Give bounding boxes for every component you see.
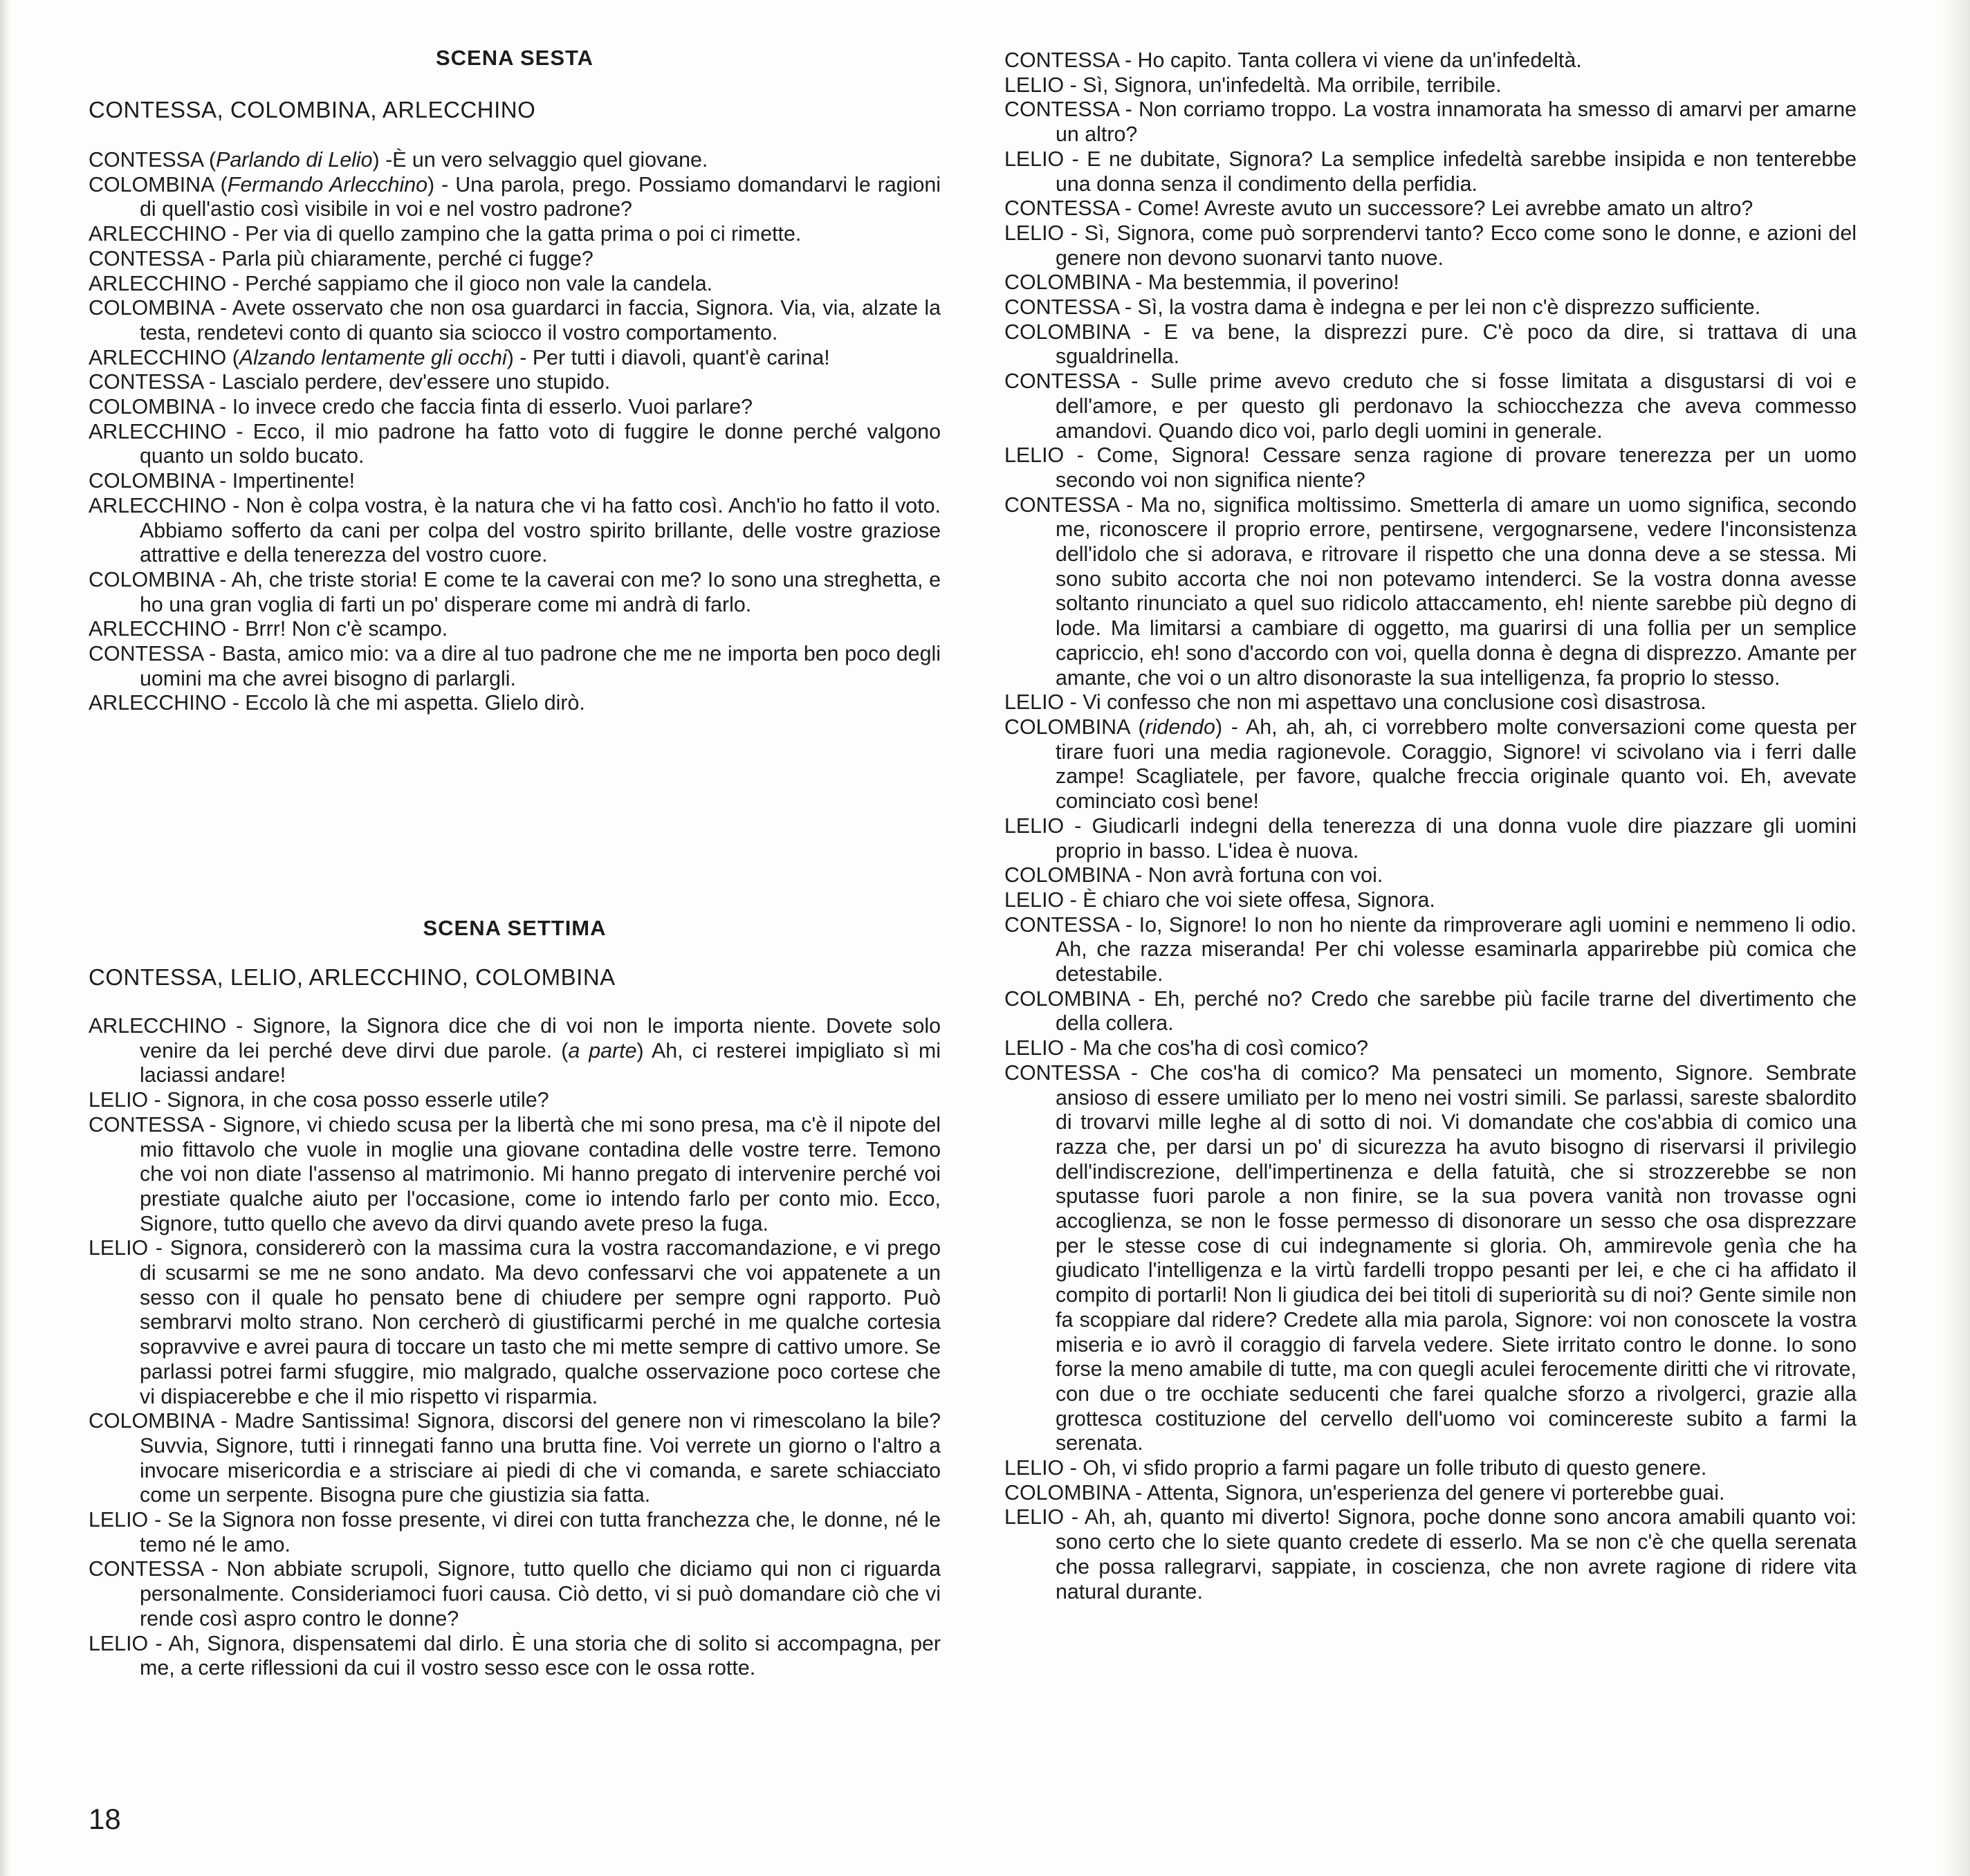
dialogue-line: [89, 1632, 941, 1681]
dialogue-line: COLOMBINA (Fermando Arlecchino) - Una parola, prego. Possiamo domandarvi le ragioni di quell'astio così visibile in voi e nel vostro padrone?: [89, 172, 941, 221]
dialogue-line: [89, 469, 941, 494]
line-text: Che cos'ha di comico? Ma pensateci un momento, Signore. Sembrate ansioso di essere umiliato per lo meno nei vostri simili. Se parlassi, sareste sbalordito di trovarvi mille leghe al di sotto di noi. Vi domandate che cos'abbia di comico una razza che, per darsi un po' di sicurezza ha avuto bisogno di riservarsi il privilegio dell'indiscrezione, dell'impertinenza e della fatuità, che si strozzerebbe se non sputasse fuori parole a non finire, se la sua povera vanità non trovasse ogni accoglienza, se non le fosse permesso di disonorare un sesso che osa disprezzare per le stesse cose di cui indegnamente si gloria. Oh, ammirevole genìa che ha giudicato l'intelligenza e la virtù fardelli troppo pesanti per lei, e che ci ha affidato il compito di portarli! Non li giudica dei bei titoli di superiorità su di noi? Gente simile non fa scoppiare dal ridere? Credete alla mia parola, Signore: voi non conoscete la vostra miseria e io avrò il coraggio di farvela vedere. Siete irritato contro le donne. Io sono forse la meno amabile di tutte, ma con quegli aculei ferocemente diritti che vi ritrovate, con due o tre occhiate seducenti che farei qualche sforzo a rivolgerci, grazie alla grottesca costituzione del cervello dell'uomo voi comincereste subito a farmi la serenata.: [1056, 1060, 1857, 1455]
speaker-separator: -: [1119, 48, 1138, 72]
dialogue-line: [89, 1409, 941, 1508]
dialogue-line: [89, 617, 941, 642]
speaker-separator: -: [1064, 1036, 1083, 1060]
line-text: Ma bestemmia, il poverino!: [1148, 270, 1399, 295]
speaker-separator: -: [226, 419, 253, 443]
speaker-separator: -: [226, 493, 246, 517]
speaker-separator: -: [203, 1112, 223, 1137]
line-text: Sì, la vostra dama è indegna e per lei non c'è disprezzo sufficiente.: [1137, 295, 1761, 320]
speaker-name: CONTESSA: [1004, 912, 1119, 937]
speaker-separator: -: [1064, 147, 1087, 171]
dialogue-line: [1004, 320, 1857, 369]
speaker-name: LELIO: [1004, 1505, 1065, 1529]
dialogue-line: [1004, 270, 1857, 295]
dialogue-line: [1004, 1481, 1857, 1506]
speaker-separator: -: [1129, 270, 1148, 295]
speaker-separator: -: [213, 1409, 235, 1433]
dialogue-line: [1004, 295, 1857, 320]
page-number: 18: [89, 1803, 121, 1835]
speaker-separator: -: [203, 246, 222, 270]
line-text: Ah, ah, ah, ci vorrebbero molte conversazioni come questa per tirare fuori una media ragionevole. Coraggio, Signore! vi scivolano via i ferri dalle zampe! Scagliatele, per favore, qualche freccia originale quanto voi. Eh, avevate cominciato così bene!: [1056, 715, 1857, 813]
line-text: Sì, Signora, come può sorprendervi tanto? Ecco come sono le donne, e azioni del genere non devono suonarvi tanto nuove.: [1056, 221, 1857, 270]
speaker-name: LELIO: [89, 1236, 149, 1260]
speaker-separator: -: [1129, 986, 1154, 1011]
speaker-separator: -: [1129, 1480, 1148, 1505]
speaker-name: CONTESSA: [1004, 1060, 1119, 1085]
line-text: Per tutti i diavoli, quant'è carina!: [532, 345, 830, 369]
dialogue-line: [89, 370, 941, 395]
dialogue-line: [1004, 1456, 1857, 1481]
speaker-name: LELIO: [1004, 813, 1065, 838]
dialogue-line: [1004, 147, 1857, 196]
dialogue-line: [1004, 369, 1857, 443]
speaker-separator: -: [1064, 813, 1092, 838]
dialogue-line: [1004, 1036, 1857, 1061]
speaker-name: LELIO: [1004, 690, 1065, 715]
speaker-name: LELIO: [1004, 888, 1065, 912]
speaker-name: CONTESSA: [1004, 48, 1119, 72]
speaker-name: ARLECCHINO: [89, 691, 227, 715]
dialogue-line: [89, 296, 941, 345]
line-text: Come, Signora! Cessare senza ragione di provare tenerezza per un uomo secondo voi non significa niente?: [1056, 443, 1857, 492]
dialogue-line: [1004, 196, 1857, 221]
dialogue-line: [1004, 443, 1857, 493]
stage-direction: ridendo: [1145, 715, 1215, 739]
speaker-name: COLOMBINA: [1004, 320, 1130, 344]
speaker-separator: -: [1064, 1505, 1085, 1529]
speaker-name: LELIO: [1004, 1456, 1065, 1480]
dialogue-line: [89, 1113, 941, 1237]
speaker-separator: -: [213, 395, 232, 419]
dialogue-line: [1004, 221, 1857, 270]
dialogue-line: [89, 691, 941, 716]
speaker-separator: -: [1119, 369, 1151, 394]
speaker-separator: -: [148, 1088, 167, 1112]
dialogue-line: ARLECCHINO (Alzando lentamente gli occhi) - Per tutti i diavoli, quant'è carina!: [89, 345, 830, 369]
line-text: Signore, la Signora dice che di voi non le importa niente. Dovete solo venire da lei perché deve dirvi due parole.: [140, 1014, 941, 1063]
line-text: Madre Santissima! Signora, discorsi del genere non vi rimescolano la bile? Suvvia, Signore, tutti i rinnegati fanno una brutta fine. Voi verrete un giorno o l'altro a invocare misericordia e a strisciare ai piedi di che vi comanda, e sarete schiacciato come un serpente. Bisogna pure che giustizia sia fatta.: [140, 1409, 941, 1507]
speaker-name: COLOMBINA: [1004, 1480, 1130, 1505]
line-text: Non avrà fortuna con voi.: [1148, 863, 1383, 888]
stage-direction: Alzando lentamente gli occhi: [239, 345, 507, 369]
speaker-name: CONTESSA: [89, 370, 203, 394]
speaker-separator: -: [148, 1236, 170, 1260]
speaker-name: COLOMBINA: [89, 172, 214, 196]
line-text: E va bene, la disprezzi pure. C'è poco da dire, si trattava di una sgualdrinella.: [1056, 320, 1857, 369]
line-text: È chiaro che voi siete offesa, Signora.: [1083, 888, 1435, 912]
scene-title: SCENA SETTIMA: [423, 916, 607, 940]
speaker-name: ARLECCHINO: [89, 1014, 227, 1038]
speaker-name: COLOMBINA: [1004, 986, 1130, 1011]
speaker-separator: -: [1064, 443, 1097, 468]
speaker-name: ARLECCHINO: [89, 271, 227, 295]
speaker-separator: -: [1119, 912, 1139, 937]
speaker-separator: -: [1064, 73, 1083, 97]
speaker-name: COLOMBINA: [1004, 715, 1130, 739]
line-text: Parla più chiaramente, perché ci fugge?: [221, 246, 593, 270]
dialogue-line: [89, 1236, 941, 1409]
speaker-name: LELIO: [89, 1631, 149, 1655]
speaker-name: LELIO: [1004, 221, 1065, 245]
dialogue-line: [1004, 814, 1857, 863]
speaker-name: LELIO: [1004, 73, 1065, 97]
speaker-name: ARLECCHINO: [89, 419, 227, 443]
dialogue-line: [89, 642, 941, 691]
dialogue-line: [89, 1557, 941, 1631]
line-text: Ma no, significa moltissimo. Smetterla di amare un uomo significa, secondo me, riconoscere il proprio errore, pentirsene, vergognarsene, vedere l'inconsistenza dell'idolo che si adorava, e ritrovare il rispetto che una donna deve a se stessa. Mi sono subito accorta che noi non potevamo intenderci. Se la vostra donna avesse soltanto rinunciato a quel suo ridicolo attaccamento, eh! niente sarebbe più degno di lode. Ma limitarsi a cambiare di oggetto, ma guarirsi di una follia per un semplice capriccio, eh! sono d'accordo con voi, quella donna è degna di disprezzo. Amante per amante, che voi o un altro disonoraste la sua intelligenza, fa proprio lo stesso.: [1056, 493, 1857, 690]
line-text: Ah, che triste storia! E come te la caverai con me? Io sono una streghetta, e ho una gran voglia di farti un po' disperare come mi andrà di farlo.: [140, 567, 941, 616]
line-text: Impertinente!: [232, 469, 356, 493]
line-text: Signora, in che cosa posso esserle utile?: [167, 1088, 549, 1112]
dialogue-line: [89, 395, 941, 420]
speaker-separator: -: [1119, 196, 1138, 221]
speaker-name: COLOMBINA: [89, 1409, 214, 1433]
speaker-separator: -: [1064, 690, 1083, 715]
speaker-separator: -: [148, 1508, 168, 1532]
dialogue-line: ARLECCHINO - Signore, la Signora dice che di voi non le importa niente. Dovete solo venire da lei perché deve dirvi due parole. (a parte) Ah, ci resterei impigliato sì mi laciassi andare!: [89, 1014, 941, 1087]
scene-dialogue: [1004, 48, 1857, 1604]
speaker-separator: -: [203, 370, 222, 394]
speaker-separator: -: [434, 172, 456, 196]
dialogue-line: [1004, 913, 1857, 987]
speaker-separator: -: [1222, 715, 1246, 739]
speaker-name: COLOMBINA: [1004, 863, 1130, 888]
scene-dialogue: [89, 1014, 941, 1681]
line-text: Non corriamo troppo. La vostra innamorata ha smesso di amarvi per amarne un altro?: [1056, 98, 1857, 147]
speaker-name: LELIO: [89, 1088, 149, 1112]
speaker-name: CONTESSA: [89, 642, 203, 666]
line-text: Se la Signora non fosse presente, vi direi con tutta franchezza che, le donne, né le temo né le amo.: [140, 1508, 941, 1556]
line-text: Eccolo là che mi aspetta. Glielo dirò.: [245, 691, 585, 715]
speaker-separator: -: [226, 1014, 253, 1038]
dialogue-line: [89, 494, 941, 568]
speaker-name: COLOMBINA: [89, 296, 214, 320]
line-text: Ah, ah, quanto mi diverto! Signora, poche donne sono ancora amabili quanto voi: sono certo che lo siete quanto credete di esserlo. Ma se non c'è che quella serenata che possa rallegrarvi, sappiate, in coscienza, che non avrete ragione di ridere vita natural durante.: [1056, 1505, 1857, 1603]
speaker-name: LELIO: [1004, 1036, 1065, 1060]
line-text: Eh, perché no? Credo che sarebbe più facile trarne del divertimento che della collera.: [1056, 986, 1857, 1036]
speaker-name: ARLECCHINO: [89, 222, 227, 246]
speaker-name: CONTESSA: [1004, 369, 1119, 394]
line-text: E ne dubitate, Signora? La semplice infedeltà sarebbe insipida e non tenterebbe una donna senza il condimento della perfidia.: [1056, 147, 1857, 196]
stage-direction: a parte: [568, 1038, 637, 1063]
line-text: Basta, amico mio: va a dire al tuo padrone che me ne importa ben poco degli uomini ma che avrei bisogno di parlargli.: [140, 642, 941, 690]
speaker-separator: -: [1129, 320, 1164, 344]
speaker-name: COLOMBINA: [89, 567, 214, 591]
dialogue-line: [1004, 1505, 1857, 1604]
dialogue-line: [1004, 690, 1857, 715]
scene-cast: CONTESSA, LELIO, ARLECCHINO, COLOMBINA: [89, 964, 616, 990]
speaker-separator: -: [1129, 863, 1148, 888]
dialogue-line: COLOMBINA (ridendo) - Ah, ah, ah, ci vorrebbero molte conversazioni come questa per tirare fuori una media ragionevole. Coraggio, Signore! vi scivolano via i ferri dalle zampe! Scagliatele, per favore, qualche freccia originale quanto voi. Eh, avevate cominciato così bene!: [1004, 715, 1857, 813]
speaker-name: LELIO: [1004, 443, 1065, 468]
speaker-name: LELIO: [1004, 147, 1065, 171]
speaker-name: ARLECCHINO: [89, 345, 227, 369]
speaker-separator: -: [226, 617, 246, 641]
dialogue-line: [1004, 493, 1857, 691]
line-text: Sì, Signora, un'infedeltà. Ma orribile, terribile.: [1083, 73, 1502, 97]
line-text: Una parola, prego. Possiamo domandarvi le ragioni di quell'astio così visibile in voi e nel vostro padrone?: [140, 172, 941, 221]
speaker-name: CONTESSA: [89, 1557, 203, 1581]
line-text: Oh, vi sfido proprio a farmi pagare un folle tributo di questo genere.: [1083, 1456, 1707, 1480]
stage-direction: Parlando di Lelio: [216, 148, 373, 172]
speaker-separator: -: [379, 148, 393, 172]
speaker-separator: -: [1119, 493, 1141, 517]
speaker-separator: -: [1119, 98, 1139, 122]
dialogue-line: [89, 222, 941, 247]
line-text: Giudicarli indegni della tenerezza di una donna vuole dire piazzare gli uomini proprio in basso. L'idea è nuova.: [1056, 813, 1857, 863]
speaker-separator: -: [203, 1557, 227, 1581]
line-text: Io, Signore! Io non ho niente da rimproverare agli uomini e nemmeno li odio. Ah, che razza miseranda! Per chi volesse esaminarla apparirebbe più comica che detestabile.: [1056, 912, 1857, 986]
line-text: Come! Avreste avuto un successore? Lei avrebbe amato un altro?: [1137, 196, 1753, 221]
dialogue-line: [1004, 1061, 1857, 1456]
speaker-name: CONTESSA: [1004, 295, 1119, 320]
line-text: Per via di quello zampino che la gatta prima o poi ci rimette.: [245, 222, 802, 246]
line-text: Signora, considererò con la massima cura la vostra raccomandazione, e vi prego di scusarmi se me ne sono andato. Ma devo confessarvi che voi appatenete a un sesso con il quale ho pensato bene di chiudere per sempre ogni rapporto. Può sembrarvi molto strano. Non cercherò di giustificarmi perché in me qualche cortesia sopravvive e avrei paura di toccare un tasto che mi mette sempre di cattivo umore. Se parlassi potrei farmi sfuggire, mio malgrado, qualche osservazione poco cortese che vi dispiacerebbe e che il mio rispetto vi risparmia.: [140, 1236, 941, 1408]
dialogue-line: [1004, 73, 1857, 98]
dialogue-line: [89, 568, 941, 617]
speaker-separator: -: [1064, 888, 1083, 912]
speaker-name: ARLECCHINO: [89, 493, 227, 517]
dialogue-line: CONTESSA (Parlando di Lelio) -È un vero selvaggio quel giovane.: [89, 148, 708, 172]
line-text: Io invece credo che faccia finta di esserlo. Vuoi parlare?: [232, 395, 753, 419]
stage-direction: Fermando Arlecchino: [227, 172, 428, 196]
speaker-separator: -: [226, 271, 246, 295]
scene-title: SCENA SESTA: [435, 46, 594, 70]
speaker-separator: -: [513, 345, 533, 369]
dialogue-line: [1004, 48, 1857, 73]
speaker-name: CONTESSA: [89, 148, 203, 172]
speaker-name: ARLECCHINO: [89, 617, 227, 641]
line-text: Ecco, il mio padrone ha fatto voto di fuggire le donne perché valgono quanto un soldo bucato.: [140, 419, 941, 468]
page-edge-right: [1942, 0, 1970, 1876]
speaker-separator: -: [213, 296, 232, 320]
speaker-name: CONTESSA: [1004, 98, 1119, 122]
speaker-name: LELIO: [89, 1508, 149, 1532]
speaker-name: COLOMBINA: [89, 395, 214, 419]
line-text: Vi confesso che non mi aspettavo una conclusione così disastrosa.: [1083, 690, 1706, 715]
scene-dialogue: [89, 148, 941, 716]
speaker-separator: -: [1119, 295, 1138, 320]
line-text: Non abbiate scrupoli, Signore, tutto quello che diciamo qui non ci riguarda personalmente. Consideriamoci fuori causa. Ciò detto, vi si può domandare ciò che vi rende così aspro contro le donne?: [140, 1557, 941, 1630]
dialogue-line: [1004, 98, 1857, 147]
speaker-name: CONTESSA: [89, 1112, 203, 1137]
speaker-separator: -: [203, 642, 222, 666]
line-text: Lascialo perdere, dev'essere uno stupido.: [221, 370, 611, 394]
line-text: Attenta, Signora, un'esperienza del genere vi porterebbe guai.: [1147, 1480, 1725, 1505]
speaker-separator: -: [213, 567, 232, 591]
speaker-separator: -: [226, 691, 246, 715]
line-text: Ah, Signora, dispensatemi dal dirlo. È una storia che di solito si accompagna, per me, a certe riflessioni da cui il vostro sesso esce con le ossa rotte.: [140, 1631, 941, 1680]
dialogue-line: [89, 272, 941, 297]
dialogue-line: [89, 1508, 941, 1557]
speaker-name: CONTESSA: [89, 246, 203, 270]
line-text: Sulle prime avevo creduto che si fosse limitata a disgustarsi di voi e dell'amore, e per questo gli perdonavo la schiocchezza che aveva commesso amandovi. Quando dico voi, parlo degli uomini in generale.: [1056, 369, 1857, 443]
line-text: È un vero selvaggio quel giovane.: [392, 148, 708, 172]
speaker-name: COLOMBINA: [89, 469, 214, 493]
dialogue-line: [89, 1088, 941, 1113]
speaker-separator: -: [1119, 1060, 1150, 1085]
dialogue-line: [89, 420, 941, 469]
page-edge-left: [0, 0, 10, 1876]
speaker-separator: -: [226, 222, 246, 246]
line-text: Perché sappiamo che il gioco non vale la candela.: [245, 271, 713, 295]
speaker-separator: -: [213, 469, 232, 493]
line-text: Ah, ci resterei impigliato sì mi laciassi andare!: [140, 1038, 941, 1087]
speaker-separator: -: [1064, 221, 1085, 245]
dialogue-line: [1004, 888, 1857, 913]
speaker-separator: -: [1064, 1456, 1083, 1480]
line-text: Ho capito. Tanta collera vi viene da un'infedeltà.: [1137, 48, 1582, 72]
speaker-name: COLOMBINA: [1004, 270, 1130, 295]
line-text: Brrr! Non c'è scampo.: [245, 617, 448, 641]
speaker-name: CONTESSA: [1004, 493, 1119, 517]
dialogue-line: [1004, 863, 1857, 888]
line-text: Avete osservato che non osa guardarci in faccia, Signora. Via, via, alzate la testa, rendetevi conto di quanto sia sciocco il vostro comportamento.: [140, 296, 941, 344]
dialogue-line: [89, 247, 941, 272]
line-text: Signore, vi chiedo scusa per la libertà che mi sono presa, ma c'è il nipote del mio fittavolo che vuole in moglie una giovane contadina delle vostre terre. Temono che voi non diate l'assenso al matrimonio. Mi hanno pregato di intervenire perché voi prestiate qualche aiuto per l'occasione, come io intendo farlo per conto mio. Ecco, Signore, tutto quello che avevo da dirvi quando avete preso la fuga.: [140, 1112, 941, 1235]
line-text: Ma che cos'ha di così comico?: [1083, 1036, 1369, 1060]
scene-cast: CONTESSA, COLOMBINA, ARLECCHINO: [89, 97, 536, 122]
speaker-separator: -: [148, 1631, 169, 1655]
dialogue-line: [1004, 987, 1857, 1036]
speaker-name: CONTESSA: [1004, 196, 1119, 221]
line-text: Non è colpa vostra, è la natura che vi ha fatto così. Anch'io ho fatto il voto. Abbiamo sofferto da cani per colpa del vostro spirito brillante, delle vostre graziose attrattive e della tenerezza del vostro cuore.: [140, 493, 941, 567]
